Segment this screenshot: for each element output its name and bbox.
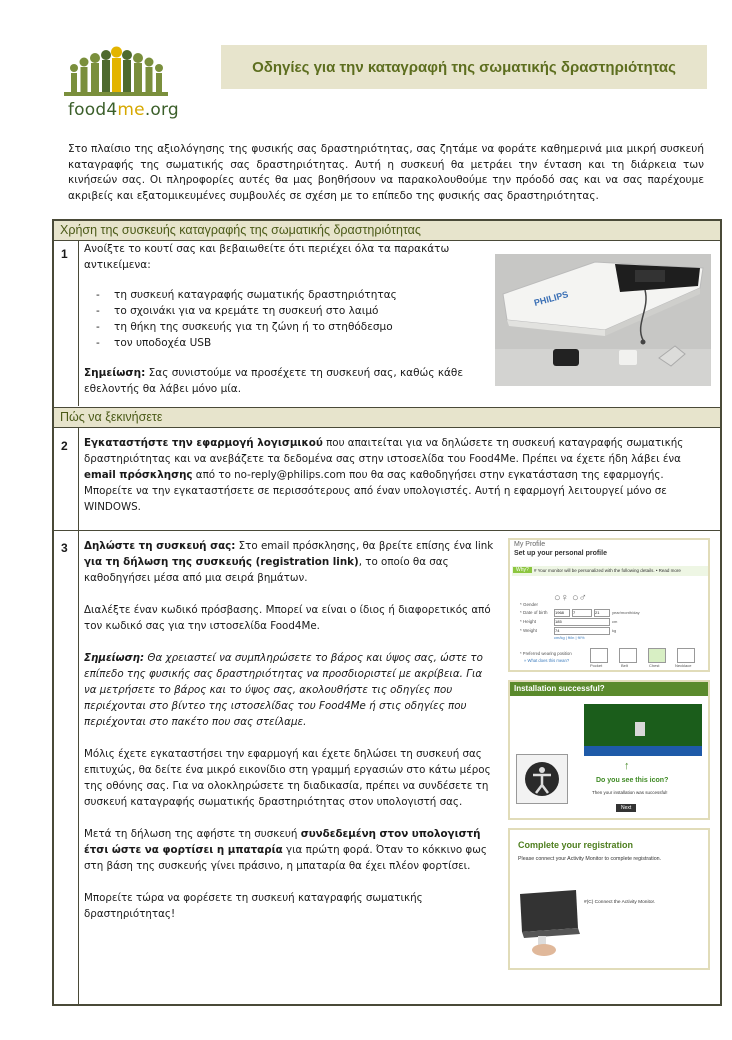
weight-label: * Weight bbox=[520, 628, 537, 633]
position-help-link: » What does this mean? bbox=[524, 658, 570, 663]
step3-para6: Μπορείτε τώρα να φορέσετε τη συσκευή καταγραφής σωματικής δραστηριότητας! bbox=[84, 892, 423, 920]
position-label: * Preferred wearing position bbox=[520, 651, 572, 656]
profile-tab-label: My Profile bbox=[514, 541, 546, 548]
profile-desc: # Your monitor will be personalized with the following details. • Read more bbox=[534, 568, 681, 573]
unit-toggle: cm/kg | ft/in | ft/% bbox=[554, 635, 585, 640]
position-necklace: Necklace bbox=[675, 663, 692, 668]
list-item: - τον υποδοχέα USB bbox=[96, 335, 479, 351]
items-list bbox=[84, 287, 479, 351]
complete-step: #(C) Connect the Activity Monitor. bbox=[584, 900, 656, 905]
step3-note: Σημείωση: Θα χρειαστεί να συμπληρώσετε το βάρος και ύψος σας, ώστε το επίπεδο της φυσικής σας δραστηριότητας να προσδιοριστεί με ακρίβεια. Για να μετρήσετε το βάρος και το ύψος σας, ακολουθήστε τις οδηγίες που περιέχονται στο βίντεο της ιστοσελίδας του Food4Me ή στις οδηγίες που περιέχονται στο πακέτο που σας στείλαμε. bbox=[84, 652, 483, 728]
logo-wordmark: food4me.org bbox=[68, 100, 179, 120]
step3-content bbox=[84, 538, 496, 922]
step-number: 2 bbox=[61, 439, 68, 453]
dob-unit: year/month/day bbox=[612, 610, 640, 615]
dob-day: 21 bbox=[594, 609, 610, 617]
section-heading-start: Πώς να ξεκινήσετε bbox=[54, 407, 720, 428]
laptop-usb-icon bbox=[518, 888, 580, 958]
why-badge: Why? bbox=[513, 567, 532, 573]
step-number: 1 bbox=[61, 247, 68, 261]
divider bbox=[78, 428, 79, 1004]
weight-field: 74 bbox=[554, 627, 610, 635]
list-item: - το σχοινάκι για να κρεμάτε τη συσκευή στο λαιμό bbox=[96, 303, 479, 319]
step3-para1: Δηλώστε τη συσκευή σας: Στο email πρόσκλησης, θα βρείτε επίσης ένα link για τη δήλωση της συσκευής (registration link), το οποίο θα σας καθοδηγήσει μέσα από μια σειρά βημάτων. bbox=[84, 540, 494, 584]
weight-unit: kg bbox=[612, 628, 617, 633]
profile-screenshot bbox=[508, 538, 710, 672]
dob-month: 7 bbox=[572, 609, 592, 617]
activity-monitor-icon bbox=[517, 755, 567, 803]
profile-title: Set up your personal profile bbox=[514, 550, 607, 557]
step3-para2: Διαλέξτε έναν κωδικό πρόσβασης. Μπορεί να είναι ο ίδιος ή διαφορετικός από τον κωδικό σας για την ιστοσελίδα Food4Me. bbox=[84, 604, 491, 632]
list-item: - τη θήκη της συσκευής για τη ζώνη ή το στηθόδεσμο bbox=[96, 319, 479, 335]
section-heading-usage: Χρήση της συσκευής καταγραφής της σωματικής δραστηριότητας bbox=[54, 221, 720, 241]
gender-label: * Gender bbox=[520, 602, 539, 607]
step1-text: Ανοίξτε το κουτί σας και βεβαιωθείτε ότι περιέχει όλα τα παρακάτω αντικείμενα: bbox=[84, 243, 450, 271]
app-icon-frame bbox=[516, 754, 568, 804]
step3-para4: Μόλις έχετε εγκαταστήσει την εφαρμογή και έχετε δηλώσει τη συσκευή σας επιτυχώς, θα δείτε ένα μικρό εικονίδιο στη γραμμή εργασιών στο κάτω μέρος της οθόνης σας. Για να ολοκληρώσετε τη διαδικασία, πρέπει να συνδέσετε τη συσκευή καταγραφής σωματικής δραστηριότητας στον υπολογιστή σας. bbox=[84, 748, 491, 808]
height-unit: cm bbox=[612, 619, 618, 624]
install-question: Do you see this icon? bbox=[596, 777, 669, 784]
gender-icons: ○♀ ○♂ bbox=[554, 592, 587, 604]
device-box-photo bbox=[495, 254, 711, 386]
page-title: Οδηγίες για την καταγραφή της σωματικής δραστηριότητας bbox=[252, 58, 676, 76]
complete-desc: Please connect your Activity Monitor to complete registration. bbox=[518, 856, 662, 862]
logo-people-icon bbox=[64, 46, 168, 102]
box-brand-label: PHILIPS bbox=[532, 289, 570, 308]
height-field: 185 bbox=[554, 618, 610, 626]
arrow-up-icon: ↑ bbox=[624, 760, 630, 772]
page-title-banner bbox=[221, 45, 707, 89]
next-button: Next bbox=[616, 804, 636, 812]
intro-paragraph: Στο πλαίσιο της αξιολόγησης της φυσικής σας δραστηριότητας, σας ζητάμε να φοράτε καθημερινά μια μικρή συσκευή καταγραφής της σωματικής σας δραστηριότητας. Αυτή η συσκευή θα μετράει την ένταση και τη διάρκεια των κινήσεών σας. Οι πληροφορίες αυτές θα μας βοηθήσουν να παρακολουθούμε την πρόοδό σας και να σας παρέχουμε ακριβείς και εξατομικευμένες συμβουλές σε σχέση με το επίπεδο της φυσικής σας δραστηριότητας. bbox=[68, 143, 704, 202]
height-label: * Height bbox=[520, 619, 537, 624]
complete-title: Complete your registration bbox=[518, 840, 634, 850]
dob-label: * Date of birth bbox=[520, 610, 548, 615]
position-pocket: Pocket bbox=[590, 663, 603, 668]
install-title: Installation successful? bbox=[514, 684, 605, 693]
step2-content: Εγκαταστήστε την εφαρμογή λογισμικού που απαιτείται για να δηλώσετε τη συσκευή καταγραφής σωματικής δραστηριότητας και να ανεβάζετε τα δεδομένα σας στην ιστοσελίδα του Food4Me. Πρέπει να έχετε ήδη λάβει ένα email πρόσκλησης από το no-reply@philips.com που θα σας καθοδηγήσει στην εγκατάσταση της εφαρμογής. Μπορείτε να την εγκαταστήσετε σε περισσότερους από έναν υπολογιστές. Αυτή η εφαρμογή λειτουργεί μόνο σε WINDOWS. bbox=[84, 437, 684, 513]
position-chest: Chest bbox=[649, 663, 660, 668]
step1-note: Σημείωση: Σας συνιστούμε να προσέχετε τη συσκευή σας, καθώς κάθε εθελοντής θα λάβει μόνο μία. bbox=[84, 367, 464, 395]
list-item: - τη συσκευή καταγραφής σωματικής δραστηριότητας bbox=[96, 287, 479, 303]
divider bbox=[78, 241, 79, 406]
step3-para5: Μετά τη δήλωση της αφήστε τη συσκευή συνδεδεμένη στον υπολογιστή έτσι ώστε να φορτίσει η μπαταρία για πρώτη φορά. Όταν το κόκκινο φως στη βάση της συσκευής γίνει πράσινο, η μπαταρία θα έχει πλέον φορτίσει. bbox=[84, 828, 487, 872]
install-message: Then your installation was successful! bbox=[592, 790, 668, 795]
install-screenshot bbox=[508, 680, 710, 820]
row-divider bbox=[54, 530, 720, 531]
step1-content bbox=[84, 241, 479, 397]
position-belt: Belt bbox=[621, 663, 628, 668]
complete-screenshot bbox=[508, 828, 710, 970]
step-number: 3 bbox=[61, 541, 68, 555]
dob-year: 1968 bbox=[554, 609, 570, 617]
